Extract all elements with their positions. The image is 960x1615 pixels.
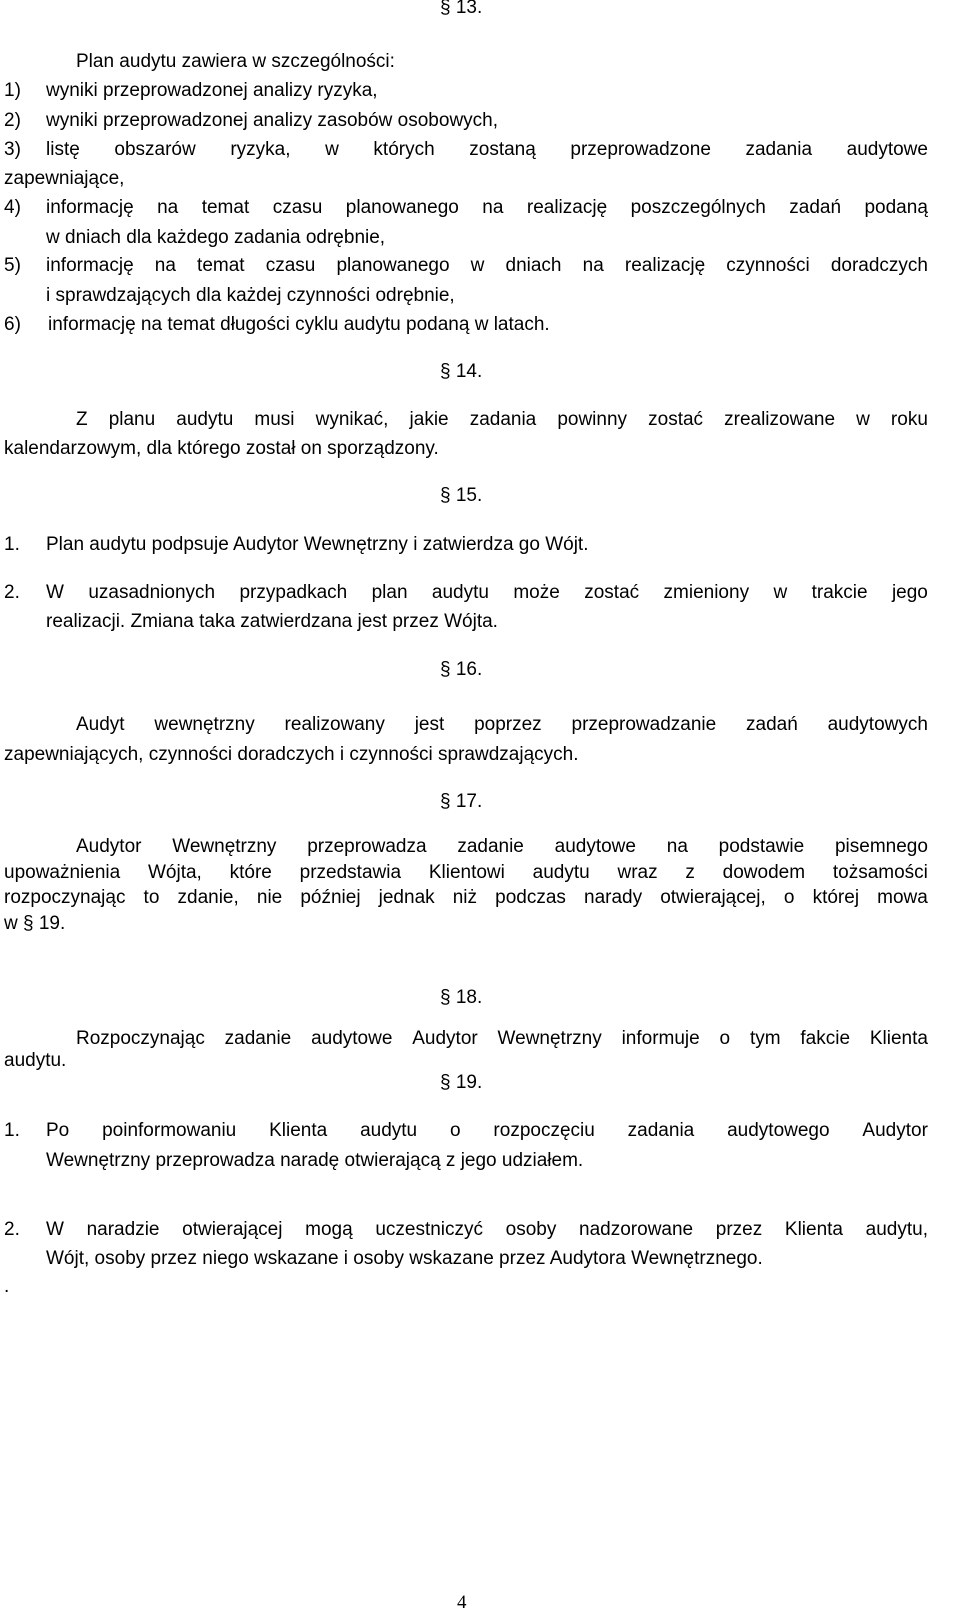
word: Po: [46, 1120, 70, 1141]
section-heading-15: § 15.: [440, 485, 483, 506]
list-number: 5): [4, 255, 21, 276]
word: audytowego: [727, 1120, 830, 1141]
word: zadanie: [457, 836, 524, 857]
word: zostaną: [469, 139, 536, 160]
page-number: 4: [457, 1592, 467, 1613]
word: zostać: [648, 409, 704, 430]
word: później: [300, 887, 361, 908]
word: Klienta: [784, 1219, 844, 1240]
word: w: [773, 582, 788, 603]
list-item-text: zapewniające,: [4, 168, 125, 189]
word: Klienta: [869, 1028, 928, 1049]
word: Klienta: [269, 1120, 328, 1141]
word: uzasadnionych: [88, 582, 216, 603]
list-item-text: Wewnętrzny przeprowadza naradę otwierającą z jego udziałem.: [46, 1150, 584, 1171]
word: zadań: [746, 714, 798, 735]
list-number: 1.: [4, 1120, 20, 1141]
word: otwierającej,: [660, 887, 766, 908]
word: które: [229, 862, 272, 883]
word: osoby: [505, 1219, 557, 1240]
word: audytowe: [311, 1028, 393, 1049]
section-heading-19: § 19.: [440, 1072, 483, 1093]
word: doradczych: [830, 255, 928, 276]
word: w: [470, 255, 485, 276]
word: podaną: [864, 197, 928, 218]
word: poszczególnych: [630, 197, 766, 218]
word: poinformowaniu: [102, 1120, 237, 1141]
list-item-text: w dniach dla każdego zadania odrębnie,: [46, 227, 386, 248]
list-item-justified-line: [46, 139, 928, 161]
word: W: [46, 582, 64, 603]
word: na: [666, 836, 688, 857]
section-13-intro: Plan audytu zawiera w szczególności:: [76, 51, 395, 72]
section-heading-14: § 14.: [440, 361, 483, 382]
section-heading-13: § 13.: [440, 0, 483, 18]
paragraph-line: w § 19.: [4, 913, 66, 934]
word: obszarów: [114, 139, 196, 160]
list-item-text: wyniki przeprowadzonej analizy zasobów osobowych,: [46, 110, 499, 131]
paragraph-justified-line: [76, 1028, 928, 1050]
word: audytu: [176, 409, 234, 430]
word: plan: [371, 582, 408, 603]
word: wraz: [617, 862, 658, 883]
paragraph-justified-line: [76, 409, 928, 431]
list-item-text: wyniki przeprowadzonej analizy ryzyka,: [46, 80, 378, 101]
word: tożsamości: [832, 862, 928, 883]
list-number: 1.: [4, 534, 20, 555]
list-number: 2.: [4, 1219, 20, 1240]
word: której: [812, 887, 860, 908]
word: Audyt: [76, 714, 125, 735]
word: czasu: [265, 255, 316, 276]
word: czasu: [272, 197, 323, 218]
word: jego: [891, 582, 928, 603]
word: zadania: [745, 139, 813, 160]
word: audytu: [360, 1120, 418, 1141]
word: zmieniony: [663, 582, 750, 603]
list-item-justified-line: [46, 582, 928, 604]
paragraph-line: kalendarzowym, dla którego został on sporządzony.: [4, 438, 439, 459]
word: audytowe: [554, 836, 636, 857]
word: informację: [46, 255, 134, 276]
word: realizowany: [284, 714, 385, 735]
word: otwierającej: [182, 1219, 283, 1240]
word: na: [582, 255, 604, 276]
word: Z: [76, 409, 88, 430]
word: na: [157, 197, 179, 218]
word: podczas: [495, 887, 566, 908]
list-item-justified-line: [46, 197, 928, 219]
word: listę: [46, 139, 80, 160]
word: o: [449, 1120, 461, 1141]
word: których: [373, 139, 435, 160]
word: na: [154, 255, 176, 276]
word: fakcie: [800, 1028, 851, 1049]
word: ryzyka,: [230, 139, 291, 160]
word: naradzie: [86, 1219, 160, 1240]
word: planowanego: [345, 197, 459, 218]
section-heading-17: § 17.: [440, 791, 483, 812]
word: niż: [452, 887, 478, 908]
word: przeprowadza: [307, 836, 427, 857]
word: tym: [749, 1028, 781, 1049]
word: jednak: [378, 887, 435, 908]
list-item-justified-line: [46, 255, 928, 277]
paragraph-line: zapewniających, czynności doradczych i czynności sprawdzających.: [4, 744, 579, 765]
word: upoważnienia: [4, 862, 121, 883]
word: pisemnego: [834, 836, 928, 857]
word: musi: [254, 409, 295, 430]
word: zadania: [627, 1120, 695, 1141]
word: podstawie: [718, 836, 805, 857]
list-item-text: realizacji. Zmiana taka zatwierdzana jest przez Wójta.: [46, 611, 498, 632]
word: przeprowadzanie: [571, 714, 717, 735]
word: nadzorowane: [579, 1219, 694, 1240]
word: informuje: [621, 1028, 700, 1049]
word: nie: [256, 887, 283, 908]
word: audytu,: [865, 1219, 928, 1240]
word: Audytor: [76, 836, 142, 857]
list-number: 6): [4, 314, 21, 335]
word: rozpoczynając: [4, 887, 126, 908]
word: Audytor: [862, 1120, 928, 1141]
word: Klientowi: [428, 862, 505, 883]
section-heading-16: § 16.: [440, 659, 483, 680]
word: temat: [201, 197, 250, 218]
word: audytowych: [827, 714, 928, 735]
word: Rozpoczynając: [76, 1028, 205, 1049]
word: rozpoczęciu: [493, 1120, 595, 1141]
paragraph-line: audytu.: [4, 1050, 67, 1071]
word: roku: [890, 409, 928, 430]
word: realizację: [624, 255, 706, 276]
list-number: 2): [4, 110, 21, 131]
section-heading-18: § 18.: [440, 987, 483, 1008]
list-number: 1): [4, 80, 21, 101]
word: audytowe: [846, 139, 928, 160]
word: zrealizowane: [724, 409, 836, 430]
word: Wewnętrzny: [172, 836, 277, 857]
paragraph-justified-line: [4, 887, 928, 909]
word: w: [325, 139, 339, 160]
word: planu: [108, 409, 156, 430]
list-number: 3): [4, 139, 21, 160]
word: dowodem: [722, 862, 806, 883]
word: W: [46, 1219, 64, 1240]
word: przeprowadzone: [570, 139, 711, 160]
word: przedstawia: [299, 862, 402, 883]
word: zdanie,: [177, 887, 239, 908]
word: o: [783, 887, 795, 908]
word: Audytor: [412, 1028, 478, 1049]
paragraph-justified-line: [76, 836, 928, 858]
word: wewnętrzny: [154, 714, 255, 735]
word: o: [719, 1028, 731, 1049]
word: zadanie: [224, 1028, 292, 1049]
word: temat: [197, 255, 245, 276]
trailing-dot: .: [4, 1276, 10, 1297]
list-item-justified-line: [46, 1120, 928, 1142]
list-item-text: Plan audytu podpsuje Audytor Wewnętrzny i zatwierdza go Wójt.: [46, 534, 589, 555]
word: planowanego: [336, 255, 450, 276]
list-item-justified-line: [46, 1219, 928, 1241]
word: audytu: [431, 582, 489, 603]
word: mogą: [305, 1219, 353, 1240]
word: zadań: [789, 197, 842, 218]
word: przypadkach: [239, 582, 348, 603]
word: realizację: [526, 197, 608, 218]
word: powinny: [557, 409, 628, 430]
word: informację: [46, 197, 134, 218]
word: w: [856, 409, 870, 430]
word: dniach: [505, 255, 562, 276]
list-item-text: informację na temat długości cyklu audytu podaną w latach.: [48, 314, 550, 335]
list-item-text: i sprawdzających dla każdej czynności odrębnie,: [46, 285, 455, 306]
word: narady: [584, 887, 643, 908]
word: zadania: [469, 409, 537, 430]
word: wynikać,: [315, 409, 389, 430]
word: jakie: [409, 409, 449, 430]
word: Wójta,: [147, 862, 202, 883]
word: czynności: [726, 255, 810, 276]
list-number: 4): [4, 197, 21, 218]
word: może: [513, 582, 560, 603]
word: to: [143, 887, 160, 908]
paragraph-justified-line: [76, 714, 928, 736]
word: na: [482, 197, 504, 218]
word: Wewnętrzny: [497, 1028, 602, 1049]
word: z: [685, 862, 695, 883]
word: mowa: [877, 887, 928, 908]
word: zostać: [584, 582, 640, 603]
word: uczestniczyć: [375, 1219, 484, 1240]
list-item-text: Wójt, osoby przez niego wskazane i osoby wskazane przez Audytora Wewnętrznego.: [46, 1248, 763, 1269]
word: audytu: [532, 862, 590, 883]
word: trakcie: [811, 582, 868, 603]
list-number: 2.: [4, 582, 20, 603]
word: jest: [414, 714, 445, 735]
paragraph-justified-line: [4, 862, 928, 884]
word: przez: [715, 1219, 763, 1240]
word: poprzez: [474, 714, 542, 735]
